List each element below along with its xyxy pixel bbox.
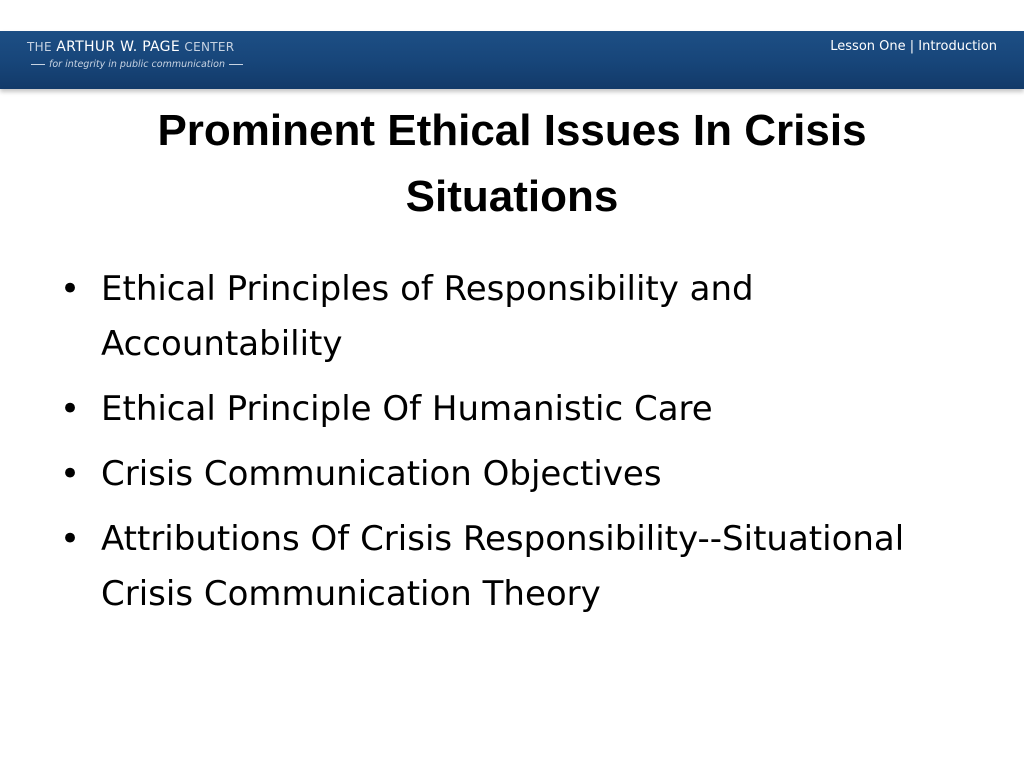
bullet-text: Ethical Principles of Responsibility and Accountability <box>101 269 754 364</box>
logo-tagline-row <box>27 59 247 70</box>
logo-tagline: for integrity in public communication <box>49 59 226 70</box>
tagline-rule-left <box>31 64 45 65</box>
bullet-item <box>60 262 960 372</box>
bullet-text: Ethical Principle Of Humanistic Care <box>101 389 713 429</box>
header-banner <box>0 31 1024 89</box>
bullet-item <box>60 512 960 622</box>
arthur-page-center-logo <box>27 39 247 70</box>
slide-title: Prominent Ethical Issues In Crisis Situations <box>157 106 867 221</box>
tagline-rule-right <box>229 64 243 65</box>
bullet-item <box>60 447 960 502</box>
logo-suffix: CENTER <box>184 40 235 54</box>
bullet-text: Attributions Of Crisis Responsibility--Situational Crisis Communication Theory <box>101 519 905 614</box>
bullet-dot-icon: • <box>60 519 81 559</box>
bullet-dot-icon: • <box>60 389 81 429</box>
bullet-list <box>60 262 960 632</box>
logo-prefix: THE <box>27 40 52 54</box>
bullet-dot-icon: • <box>60 454 81 494</box>
logo-name: ARTHUR W. PAGE <box>56 39 180 55</box>
bullet-dot-icon: • <box>60 269 81 309</box>
logo-wordmark <box>27 39 247 56</box>
bullet-text: Crisis Communication Objectives <box>101 454 662 494</box>
lesson-breadcrumb: Lesson One | Introduction <box>830 39 997 54</box>
bullet-item <box>60 382 960 437</box>
